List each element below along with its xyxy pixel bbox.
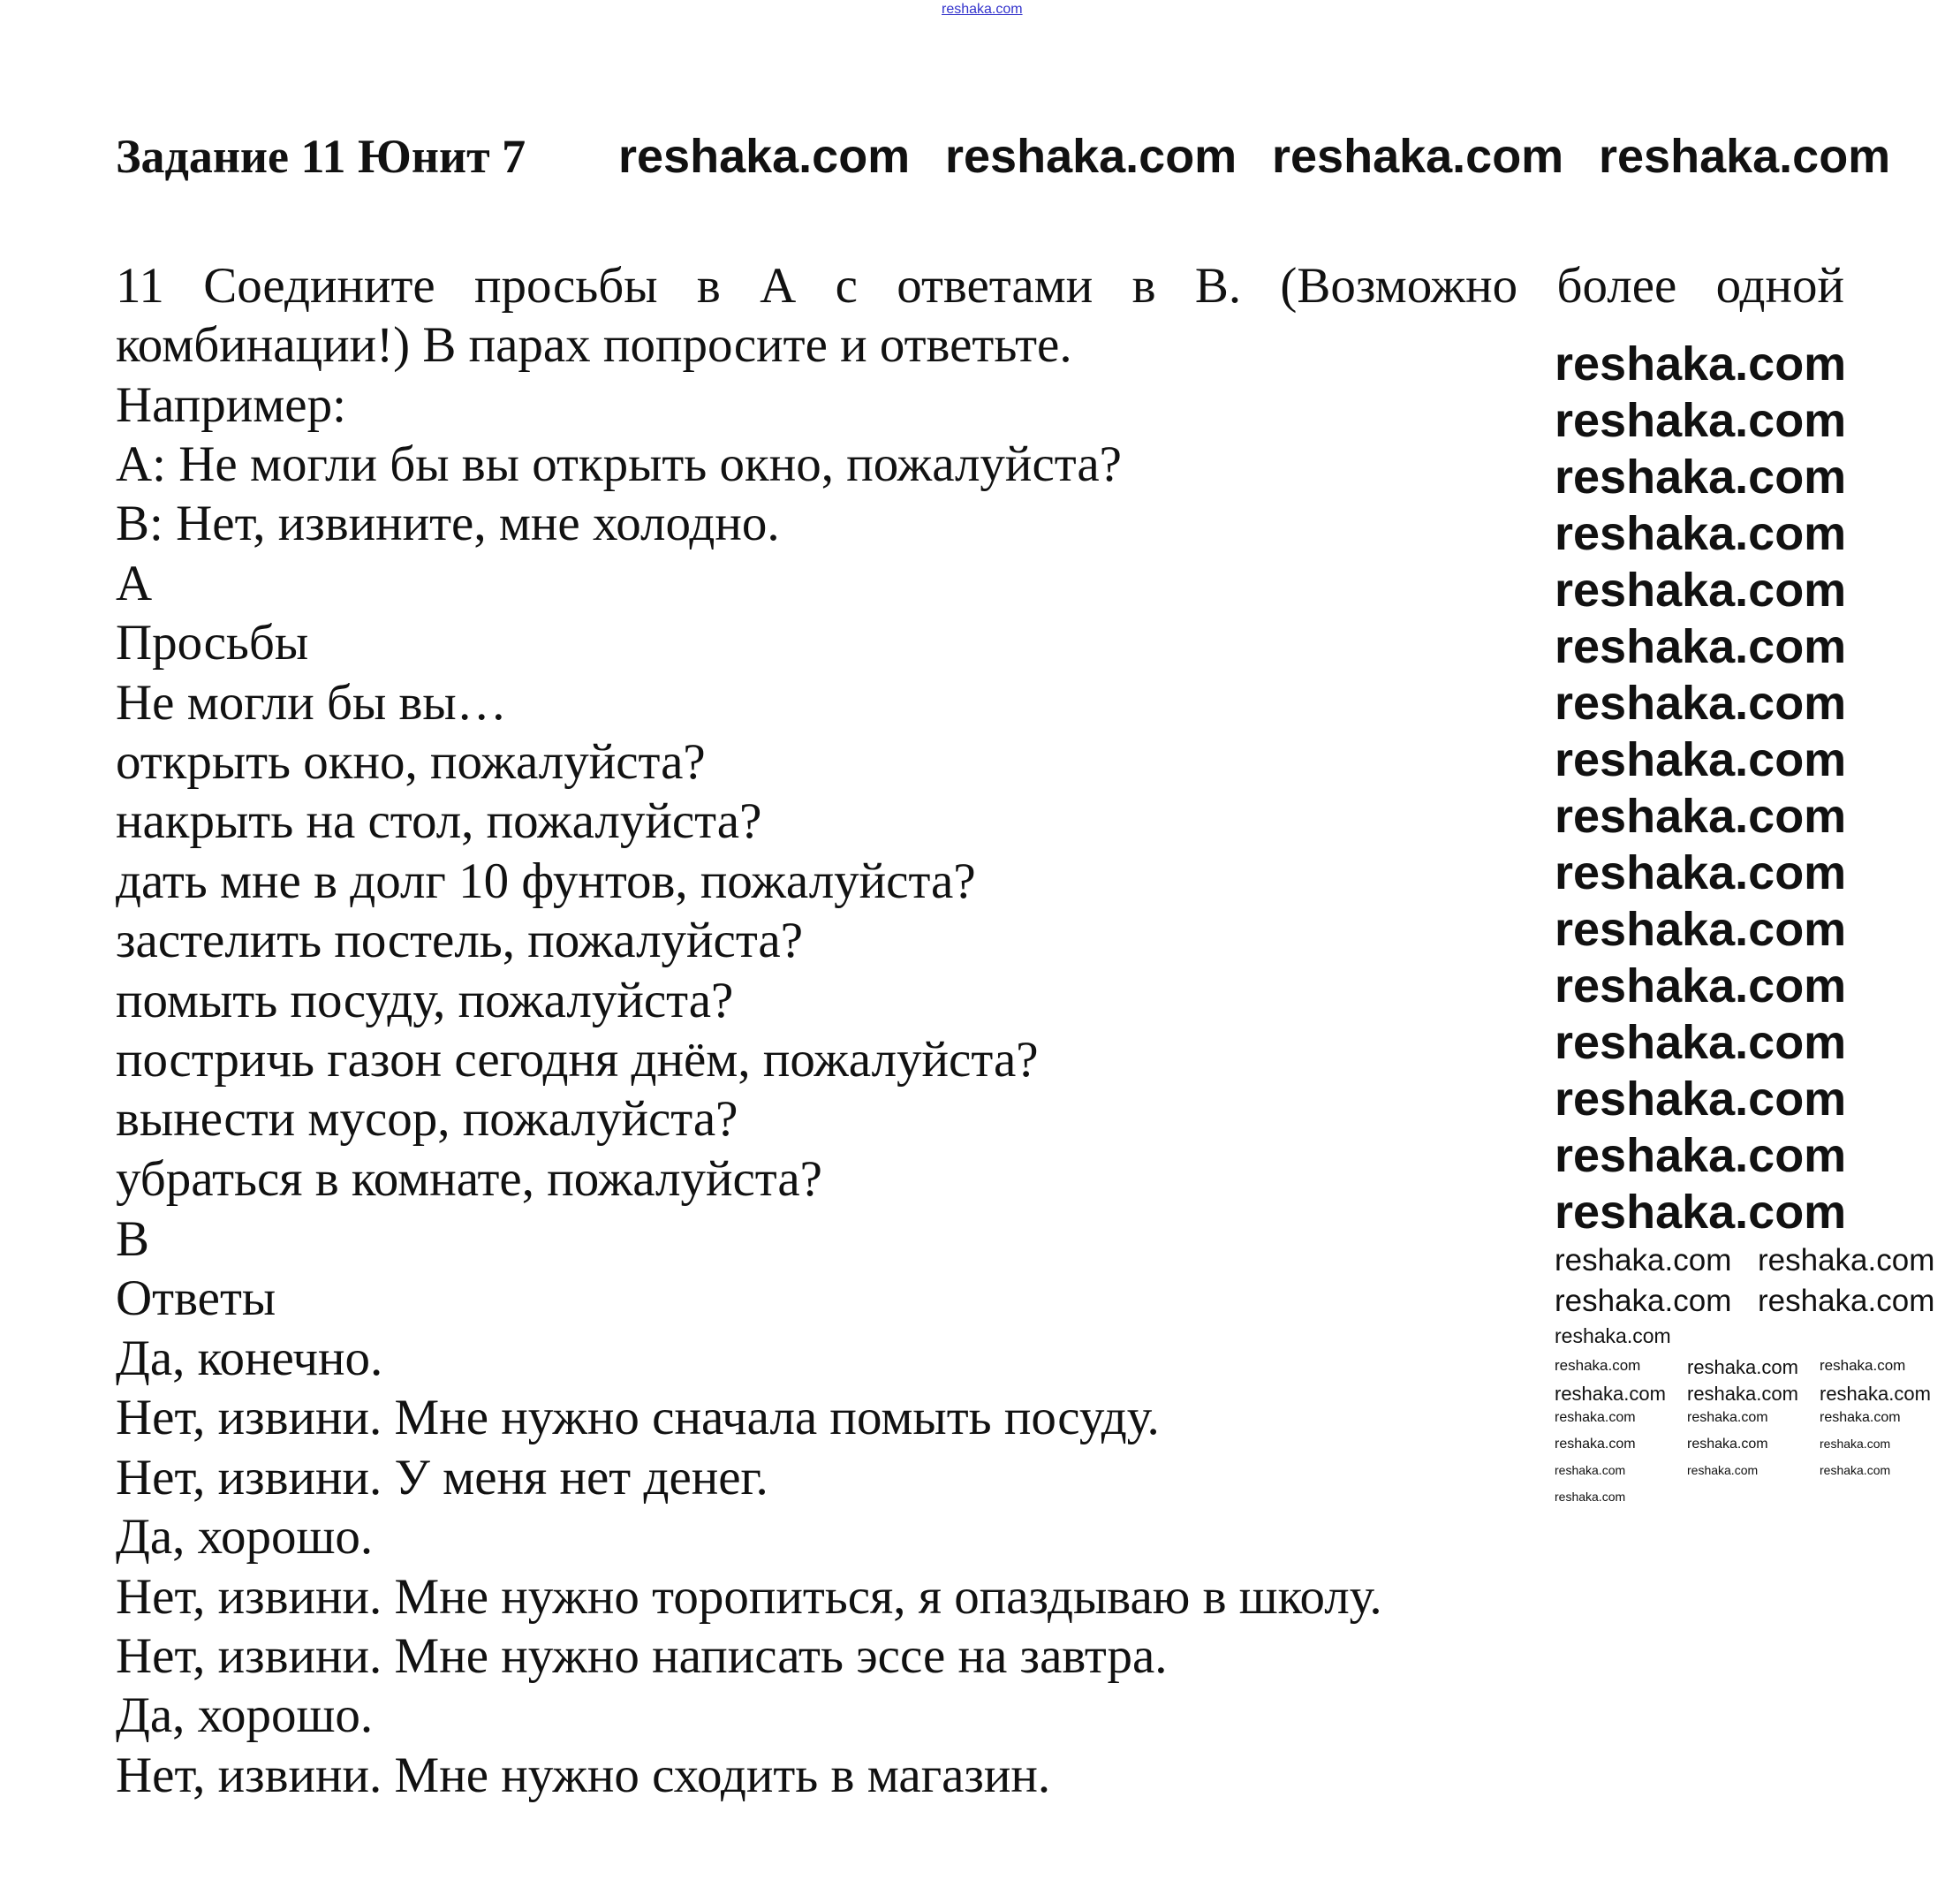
list-item: Да, конечно.	[116, 1331, 383, 1386]
watermark: reshaka.com	[1820, 1463, 1891, 1477]
page-title: Задание 11 Юнит 7	[116, 130, 526, 183]
watermark: reshaka.com	[1599, 130, 1891, 183]
watermark: reshaka.com	[1687, 1463, 1759, 1477]
watermark: reshaka.com	[1687, 1356, 1798, 1378]
watermark: reshaka.com	[1820, 1437, 1891, 1451]
list-item: вынести мусор, пожалуйста?	[116, 1091, 738, 1148]
watermark: reshaka.com	[1758, 1284, 1935, 1318]
watermark: reshaka.com	[1687, 1410, 1768, 1425]
list-item: Нет, извини. Мне нужно сходить в магазин.	[116, 1747, 1051, 1803]
list-item: убраться в комнате, пожалуйста?	[116, 1150, 822, 1207]
watermark: reshaka.com	[945, 130, 1237, 183]
watermark: reshaka.com	[1820, 1383, 1931, 1405]
watermark: reshaka.com	[1555, 1410, 1636, 1425]
watermark: reshaka.com	[1555, 903, 1847, 956]
watermark: reshaka.com	[1555, 790, 1847, 843]
watermark: reshaka.com	[1555, 1129, 1847, 1182]
instruction-line-1: 11 Соедините просьбы в А с ответами в В. (Возможно более одной	[116, 258, 1844, 314]
watermark: reshaka.com	[1555, 507, 1847, 560]
watermark: reshaka.com	[1555, 1463, 1626, 1477]
watermark: reshaka.com	[1555, 337, 1847, 390]
watermark: reshaka.com	[1687, 1437, 1768, 1452]
watermark: reshaka.com	[1555, 451, 1847, 504]
section-b-letter: B	[116, 1211, 150, 1267]
example-label: Например:	[116, 377, 346, 433]
section-a-letter: A	[116, 556, 153, 611]
section-a-heading: Просьбы	[116, 615, 309, 671]
watermark: reshaka.com	[1555, 733, 1847, 786]
section-b-heading: Ответы	[116, 1270, 276, 1326]
watermark: reshaka.com	[618, 130, 911, 183]
top-site-link[interactable]: reshaka.com	[942, 2, 1023, 17]
list-item: Нет, извини. Мне нужно сначала помыть посуду.	[116, 1390, 1160, 1446]
watermark: reshaka.com	[1555, 1490, 1626, 1504]
list-item: дать мне в долг 10 фунтов, пожалуйста?	[116, 853, 976, 909]
list-item: Нет, извини. Мне нужно написать эссе на завтра.	[116, 1628, 1168, 1684]
watermark: reshaka.com	[1555, 1357, 1641, 1374]
watermark: reshaka.com	[1820, 1410, 1901, 1425]
list-item: постричь газон сегодня днём, пожалуйста?	[116, 1032, 1039, 1088]
watermark: reshaka.com	[1555, 1284, 1732, 1318]
watermark: reshaka.com	[1555, 564, 1847, 617]
watermark: reshaka.com	[1555, 1437, 1636, 1452]
list-item: застелить постель, пожалуйста?	[116, 913, 804, 969]
list-item: Да, хорошо.	[116, 1687, 374, 1744]
watermark: reshaka.com	[1555, 1243, 1732, 1278]
list-item: Нет, извини. У меня нет денег.	[116, 1449, 768, 1505]
watermark: reshaka.com	[1758, 1243, 1935, 1278]
list-item: открыть окно, пожалуйста?	[116, 734, 706, 790]
watermark: reshaka.com	[1687, 1383, 1798, 1405]
watermark: reshaka.com	[1555, 1186, 1847, 1239]
watermark: reshaka.com	[1272, 130, 1564, 183]
section-a-prefix: Не могли бы вы…	[116, 675, 507, 731]
watermark: reshaka.com	[1555, 1383, 1666, 1405]
list-item: Нет, извини. Мне нужно торопиться, я опаздываю в школу.	[116, 1568, 1382, 1625]
watermark: reshaka.com	[1555, 846, 1847, 899]
watermark: reshaka.com	[1555, 677, 1847, 730]
watermark: reshaka.com	[1555, 394, 1847, 447]
example-question: A: Не могли бы вы открыть окно, пожалуйста?	[116, 436, 1122, 492]
watermark: reshaka.com	[1555, 1073, 1847, 1126]
list-item: накрыть на стол, пожалуйста?	[116, 793, 762, 850]
watermark: reshaka.com	[1555, 959, 1847, 1012]
list-item: помыть посуду, пожалуйста?	[116, 972, 734, 1028]
instruction-line-2: комбинации!) В парах попросите и ответьте.	[116, 317, 1072, 373]
list-item: Да, хорошо.	[116, 1509, 374, 1566]
watermark: reshaka.com	[1555, 1324, 1671, 1347]
watermark: reshaka.com	[1820, 1357, 1906, 1374]
example-answer: B: Нет, извините, мне холодно.	[116, 496, 780, 551]
watermark: reshaka.com	[1555, 620, 1847, 673]
watermark: reshaka.com	[1555, 1016, 1847, 1069]
